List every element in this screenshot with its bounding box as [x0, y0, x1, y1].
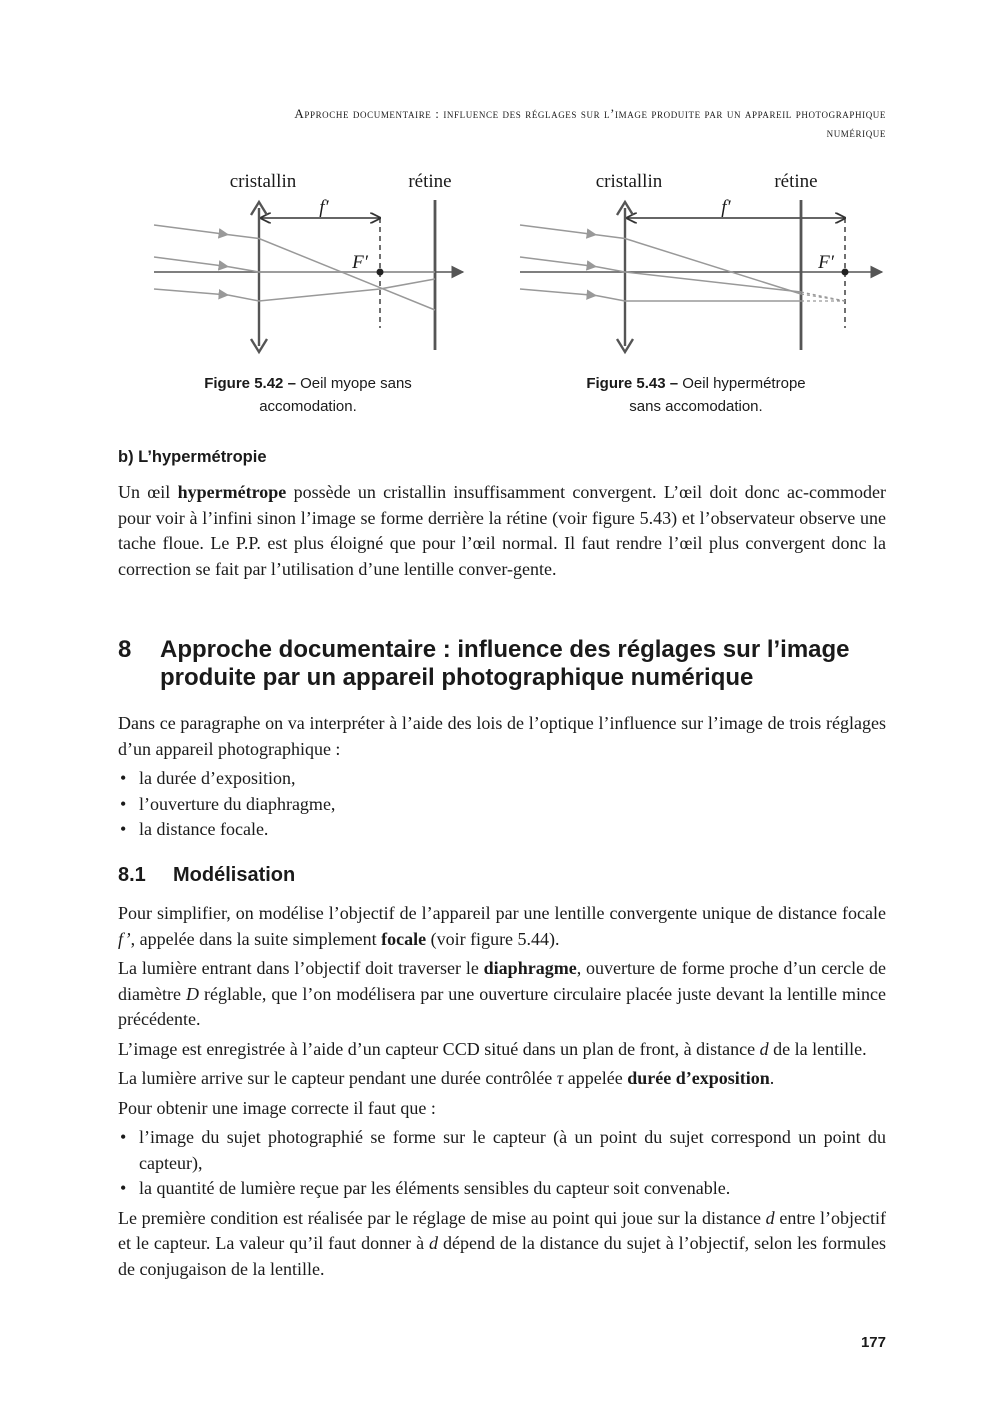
lens-label: cristallin — [595, 171, 663, 192]
focal-length-label: f′ — [319, 197, 329, 218]
caption-number: Figure 5.42 — [204, 375, 284, 392]
subsection-number: 8.1 — [118, 864, 146, 886]
caption-number: Figure 5.43 — [586, 375, 666, 392]
page-number: 177 — [860, 1334, 886, 1351]
myopic-eye-diagram — [118, 160, 498, 360]
hypermetropic-eye-diagram — [506, 160, 886, 360]
paragraph-conditions: Pour obtenir une image correcte il faut que : — [118, 1097, 436, 1118]
section-8-intro: Dans ce paragraphe on va interpréter à l’aide des lois de l’optique l’influence sur l’image de trois réglages d’un appareil photographique : — [118, 713, 886, 759]
figure-5-42 — [118, 160, 498, 418]
list-item: • la distance focale. — [118, 817, 886, 843]
running-header-line1: Approche documentaire : influence des réglages sur l’image produite par un appareil photographique — [294, 106, 886, 121]
caption-line2: sans accomodation. — [629, 398, 763, 415]
paragraph-focale: Pour simplifier, on modélise l’objectif de l’appareil par une lentille convergente unique de distance focale f’, appelée dans la suite simplement focale (voir figure 5.44). — [118, 903, 886, 949]
retina-label: rétine — [774, 171, 818, 192]
paragraph-capteur: L’image est enregistrée à l’aide d’un capteur CCD situé dans un plan de front, à distance d de la lentille. — [118, 1038, 867, 1059]
caption-line1: Oeil hypermétrope — [682, 375, 806, 392]
hypermetropie-paragraph: Un œil hypermétrope possède un cristallin insuffisamment convergent. L’œil doit donc ac-commoder pour voir à l’infini sinon l’image se forme derrière la rétine (voir figure 5.43) et l’observateur observe une tache floue. Le P.P. est plus éloigné que pour l’œil normal. Il faut rendre l’œil plus convergent donc la correction se fait par l’utilisation d’une lentille conver-gente. — [118, 482, 887, 579]
subsection-title: Modélisation — [173, 864, 296, 886]
figure-5-42-caption — [118, 372, 498, 418]
focus-point — [377, 269, 384, 276]
section-8-1-heading — [118, 863, 886, 887]
caption-line1: Oeil myope sans — [300, 375, 412, 392]
section-title-line2: produite par un appareil photographique numérique — [160, 664, 754, 691]
light-rays — [520, 225, 801, 301]
paragraph-mise-au-point: Le première condition est réalisée par le réglage de mise au point qui joue sur la distance d entre l’objectif et le capteur. La valeur qu’il faut donner à d dépend de la distance du sujet à l’objectif, selon les formules de conjugaison de la lentille. — [118, 1207, 886, 1279]
virtual-rays — [801, 292, 845, 301]
running-header-line2: numérique — [826, 125, 886, 140]
section-8-1-bullets — [118, 1125, 886, 1202]
section-8 — [118, 636, 886, 847]
focus-label: F′ — [352, 252, 368, 273]
list-item: • l’image du sujet photographié se forme sur le capteur (à un point du sujet correspond un point du capteur), — [118, 1125, 886, 1176]
paragraph-diaphragme: La lumière entrant dans l’objectif doit traverser le diaphragme, ouverture de forme proche d’un cercle de diamètre D réglable, que l’on modélisera par une ouverture circulaire placée juste devant la lentille mince précédente. — [118, 958, 887, 1029]
section-8-1 — [118, 863, 886, 1286]
paragraph-exposition: La lumière arrive sur le capteur pendant une durée contrôlée τ appelée durée d’exposition. — [118, 1068, 775, 1088]
caption-dash: – — [669, 375, 679, 392]
light-rays — [154, 225, 435, 310]
section-8-bullets — [118, 766, 886, 843]
list-item: • la quantité de lumière reçue par les éléments sensibles du capteur soit convenable. — [118, 1176, 886, 1202]
figures-row — [118, 160, 886, 430]
section-title-line1: Approche documentaire : influence des réglages sur l’image — [160, 636, 850, 663]
running-header — [118, 104, 886, 142]
lens-label: cristallin — [229, 171, 297, 192]
figure-5-43-caption — [506, 372, 886, 418]
hypermetropie-heading: b) L’hypermétropie — [118, 448, 267, 466]
focus-point — [842, 269, 849, 276]
section-8-heading — [118, 636, 886, 692]
caption-line2: accomodation. — [259, 398, 357, 415]
list-item: • l’ouverture du diaphragme, — [118, 792, 886, 818]
retina-label: rétine — [408, 171, 452, 192]
focal-length-label: f′ — [721, 197, 731, 218]
focus-label: F′ — [818, 252, 834, 273]
list-item: • la durée d’exposition, — [118, 766, 886, 792]
section-number: 8 — [118, 636, 132, 663]
hypermetropie-section — [118, 448, 886, 586]
caption-dash: – — [287, 375, 296, 392]
figure-5-43 — [506, 160, 886, 418]
